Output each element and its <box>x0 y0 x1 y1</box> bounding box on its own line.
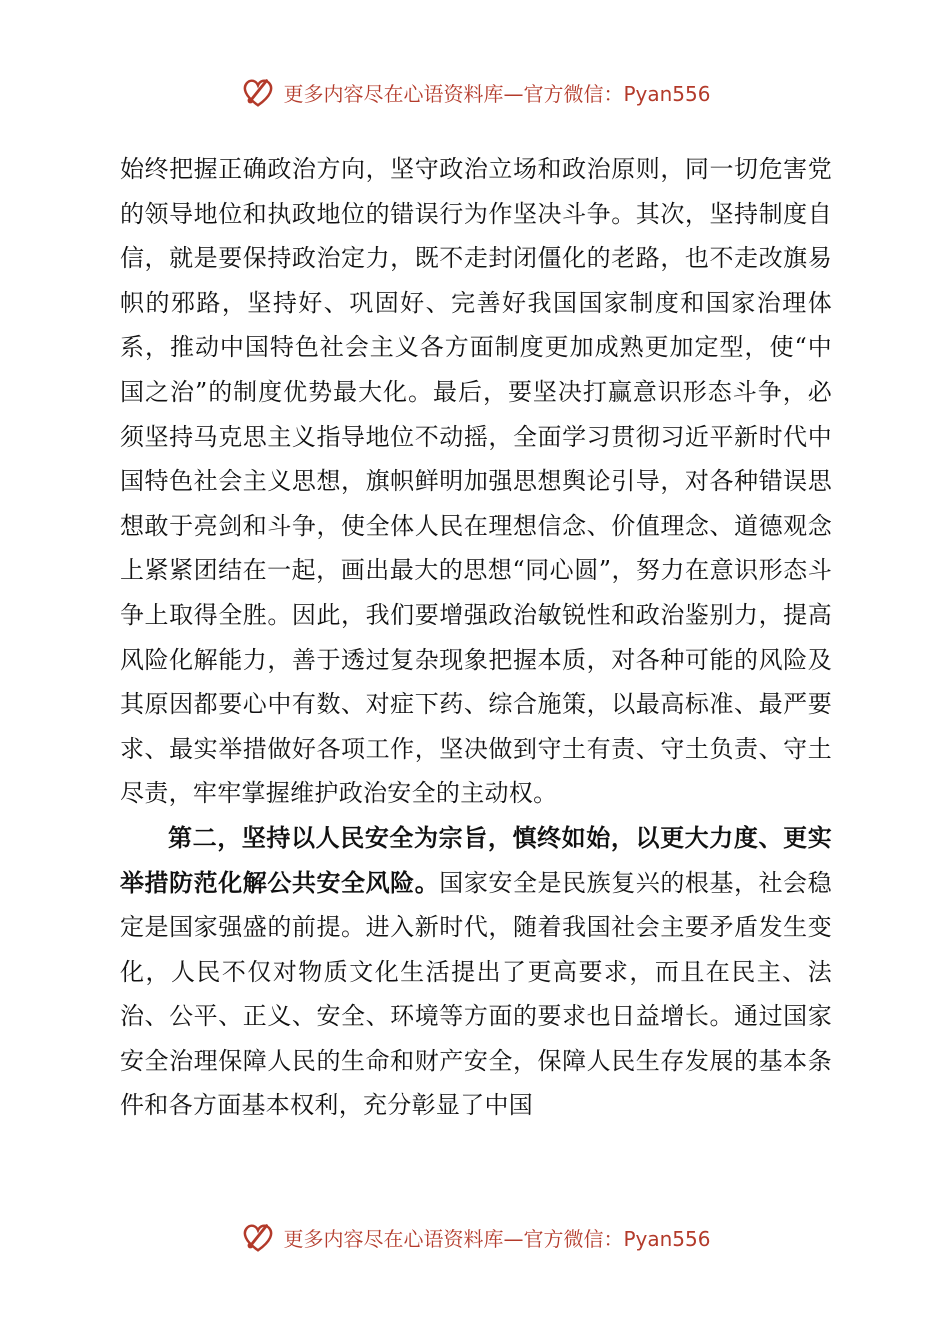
paragraph-1: 始终把握正确政治方向，坚守政治立场和政治原则，同一切危害党的领导地位和执政地位的错误行为作坚决斗争。其次，坚持制度自信，就是要保持政治定力，既不走封闭僵化的老路，也不走改旗易帜的邪路，坚持好、巩固好、完善好我国国家制度和国家治理体系，推动中国特色社会主义各方面制度更加成熟更加定型，使“中国之治”的制度优势最大化。最后，要坚决打赢意识形态斗争，必须坚持马克思主义指导地位不动摇，全面学习贯彻习近平新时代中国特色社会主义思想，旗帜鲜明加强思想舆论引导，对各种错误思想敢于亮剑和斗争，使全体人民在理想信念、价值理念、道德观念上紧紧团结在一起，画出最大的思想“同心圆”，努力在意识形态斗争上取得全胜。因此，我们要增强政治敏锐性和政治鉴别力，提高风险化解能力，善于透过复杂现象把握本质，对各种可能的风险及其原因都要心中有数、对症下药、综合施策，以最高标准、最严要求、最实举措做好各项工作，坚决做到守土有责、守土负责、守土尽责，牢牢掌握维护政治安全的主动权。 <box>120 155 832 808</box>
banner-text: 更多内容尽在心语资料库—官方微信：Pyan556 <box>283 1226 711 1251</box>
footer-banner <box>0 1215 950 1259</box>
paragraph-2-text: 国家安全是民族复兴的根基，社会稳定是国家强盛的前提。进入新时代，随着我国社会主要矛盾发生变化，人民不仅对物质文化生活提出了更高要求，而且在民主、法治、公平、正义、安全、环境等方面的要求也日益增长。通过国家安全治理保障人民的生命和财产安全，保障人民生存发展的基本条件和各方面基本权利，充分彰显了中国 <box>120 868 832 1120</box>
header-banner <box>0 70 950 114</box>
brush-heart-logo-icon <box>239 73 277 111</box>
paragraph-2-lead: 第二，坚持以人民安全为宗旨，慎终如始，以更大力度、更实举措防范化解公共安全风险。 <box>120 822 832 897</box>
brush-heart-logo-icon <box>239 1218 277 1256</box>
paragraph-2 <box>120 816 832 1128</box>
banner-text: 更多内容尽在心语资料库—官方微信：Pyan556 <box>283 81 711 106</box>
document-body <box>120 147 832 1128</box>
